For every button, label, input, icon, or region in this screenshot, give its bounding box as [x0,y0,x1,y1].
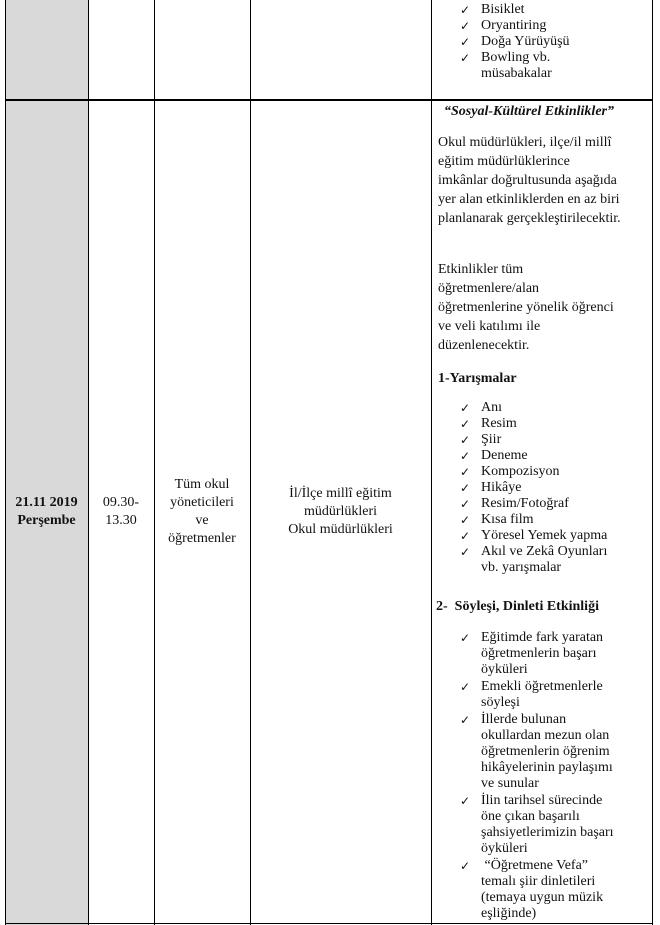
responsible-line-1: İl/İlçe millî eğitim [289,486,392,501]
list-item: ✓ Hikâye [457,480,627,496]
list-item: ✓ İlin tarihsel sürecinde öne çıkan başarılı şahsiyetlerimizin başarı öyküleri [457,793,627,857]
list-item: ✓ Kısa film [457,512,627,528]
list-item: ✓ Eğitimde fark yaratan öğretmenlerin başarı öyküleri [457,630,627,678]
column-border [154,0,155,925]
check-icon: ✓ [459,465,471,479]
check-icon: ✓ [459,529,471,543]
time-end: 13.30 [105,513,137,528]
list-item: ✓ Bisiklet [457,2,617,18]
table-bottom-border [5,923,653,924]
activity-paragraph-1: Okul müdürlükleri, ilçe/il millî eğitim müdürlüklerince imkânlar doğrultusunda aşağıda yer alan etkinliklerden en az biri planlanarak gerçekleştirilecektir. [438,135,621,226]
list-item: ✓ Emekli öğretmenlerle söyleşi [457,679,627,711]
talks-list [457,630,627,922]
section-talks: 2- Söyleşi, Dinleti Etkinliği [436,599,599,614]
day-text: Perşembe [17,513,76,528]
check-icon: ✓ [459,713,471,727]
date-cell-top [5,0,88,99]
column-border [250,0,251,925]
list-item: ✓ Anı [457,400,627,416]
check-icon: ✓ [459,35,471,49]
check-icon: ✓ [459,513,471,527]
participants-line-1: Tüm okul [174,477,230,492]
list-item: ✓ “Öğretmene Vefa” temalı şiir dinletileri (temaya uygun müzik eşliğinde) [457,858,627,922]
participants-line-2: yöneticileri [170,495,234,510]
check-icon: ✓ [459,680,471,694]
list-item: ✓ Doğa Yürüyüşü [457,34,617,50]
participants-line-4: öğretmenler [168,531,236,546]
check-icon: ✓ [459,794,471,808]
column-border [652,0,653,925]
responsible-line-3: Okul müdürlükleri [288,522,393,537]
check-icon: ✓ [459,417,471,431]
top-activity-list [457,2,617,82]
time-start: 09.30- [102,495,140,510]
check-icon: ✓ [459,859,471,873]
check-icon: ✓ [459,19,471,33]
participants-line-3: ve [195,513,209,528]
check-icon: ✓ [459,631,471,645]
date-text: 21.11 2019 [15,495,78,510]
check-icon: ✓ [459,51,471,65]
date-cell [5,99,88,925]
check-icon: ✓ [459,3,471,17]
responsible-cell [250,99,431,925]
column-border [431,0,432,925]
list-item: ✓ İllerde bulunan okullardan mezun olan öğretmenlerin öğrenim hikâyelerinin paylaşımı ve sunular [457,712,627,792]
time-cell [88,99,154,925]
list-item: ✓ Şiir [457,432,627,448]
list-item: ✓ Oryantiring [457,18,617,34]
row-divider [5,99,653,101]
list-item: ✓ Resim/Fotoğraf [457,496,627,512]
list-item: ✓ Yöresel Yemek yapma [457,528,627,544]
list-item: ✓ Akıl ve Zekâ Oyunları vb. yarışmalar [457,544,627,576]
competitions-list [457,400,627,576]
activity-paragraph-2: Etkinlikler tüm öğretmenlere/alan öğretmenlerine yönelik öğrenci ve veli katılımı ile düzenlenecektir. [438,262,614,353]
list-item: ✓ Resim [457,416,627,432]
column-border [5,0,6,925]
check-icon: ✓ [459,449,471,463]
column-border [88,0,89,925]
participants-cell [154,99,250,925]
section-competitions: 1-Yarışmalar [438,371,517,386]
activity-title: “Sosyal-Kültürel Etkinlikler” [444,104,614,119]
list-item: ✓ Deneme [457,448,627,464]
list-item: ✓ Kompozisyon [457,464,627,480]
check-icon: ✓ [459,433,471,447]
check-icon: ✓ [459,481,471,495]
check-icon: ✓ [459,497,471,511]
check-icon: ✓ [459,545,471,559]
responsible-line-2: müdürlükleri [303,504,378,519]
list-item: ✓ Bowling vb. müsabakalar [457,50,617,82]
check-icon: ✓ [459,401,471,415]
